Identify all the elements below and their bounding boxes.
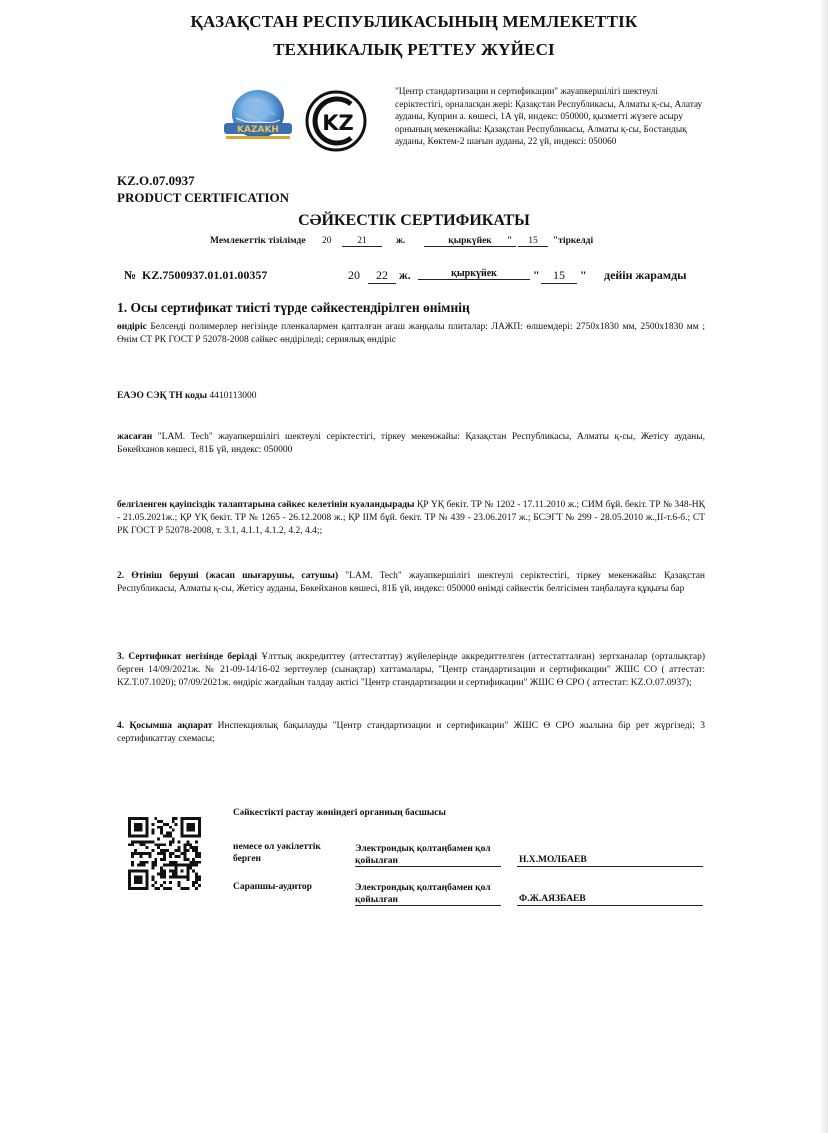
validity-quote-open: " (533, 268, 540, 282)
certificate-title: СӘЙКЕСТІК СЕРТИФИКАТЫ (298, 212, 530, 229)
registration-quote-open: " (507, 236, 513, 246)
tnved-label: ЕАЭО СЭҚ ТН коды (117, 391, 207, 401)
section-2-text: "LAM. Tech" жауапкершілігі шектеулі серіктестігі, тіркеу мекенжайы: Қазақстан Республикасы, Алматы қ-сы, Жетісу ауданы, Бөкейханов көшесі, 81Б үй, индекс: 050000 өнімді сәйкестік белгісімен таңбалауға құқығы бар (117, 571, 706, 594)
header-line-1: ҚАЗАҚСТАН РЕСПУБЛИКАСЫНЫҢ МЕМЛЕКЕТТІК (190, 12, 638, 31)
manufacturer-text: "LAM. Tech" жауапкершілігі шектеулі серіктестігі, тіркеу мекенжайы: Қазақстан Республикасы, Алматы қ-сы, Жетісу ауданы, Бөкейханов көшесі, 81Б үй, индекс: 050000 (117, 432, 706, 455)
production-label: өндіріс (117, 322, 147, 332)
registration-year-suffix: 21 (342, 236, 382, 247)
certificate-number: KZ.7500937.01.01.00357 (142, 268, 268, 282)
validity-day: 15 (541, 268, 577, 284)
signature-row-1-name-line (517, 866, 703, 867)
registration-label: Мемлекеттік тізілімде (210, 236, 306, 246)
signature-row-1-role: немесе ол уәкілеттік берген (233, 842, 321, 864)
signature-row-1-method: Электрондық қолтаңбамен қол қойылған (355, 844, 491, 866)
registration-year-prefix: 20 (322, 236, 332, 246)
signature-row-2-role: Сарапшы-аудитор (233, 882, 312, 892)
signature-row-2-line (355, 905, 501, 906)
requirements-paragraph (117, 499, 705, 538)
certification-body-info: "Центр стандартизации и сертификации" жауапкершілігі шектеулі серіктестігі, орналасқан жері: Қазақстан Республикасы, Алматы қ-сы, Алатау ауданы, Куприн а. көшесі, 1А үй, индекс: 050000, қызметті жүзеге асыру орнының мекенжайы: Қазақстан Республикасы, Алматы қ-сы, Бостандық ауданы, Көктем-2 шағын ауданы, 22 үй, индексі: 050060 (395, 87, 703, 148)
kazakh-globe-logo (220, 88, 296, 146)
section-4-label: 4. Қосымша ақпарат (117, 721, 213, 731)
signature-row-2-method: Электрондық қолтаңбамен қол қойылған (355, 883, 491, 905)
registration-year-abbr: ж. (396, 236, 406, 246)
validity-quote-close: " (580, 268, 587, 282)
signature-heading: Сәйкестікті растау жөніндегі органның басшысы (233, 808, 446, 818)
validity-month: қыркүйек (418, 268, 530, 280)
validity-year-suffix: 22 (368, 268, 396, 284)
production-paragraph (117, 321, 705, 347)
registration-day: 15 (518, 236, 548, 247)
manufacturer-label: жасаған (117, 432, 153, 442)
kc-certification-logo (305, 90, 367, 152)
section-4-paragraph (117, 720, 705, 746)
accreditation-code: KZ.O.07.0937 (117, 173, 195, 188)
validity-suffix: дейін жарамды (604, 268, 687, 282)
section-2-label: 2. Өтініш беруші (жасап шығарушы, сатушы) (117, 571, 339, 581)
certificate-number-label: № (124, 268, 137, 282)
manufacturer-paragraph (117, 431, 705, 457)
section-3-paragraph (117, 651, 705, 690)
registration-month: қыркүйек (424, 236, 516, 247)
kc-logo-text: KZ (322, 111, 354, 135)
signature-row-2-name: Ф.Ж.АЯЗБАЕВ (519, 894, 586, 904)
registration-suffix: "тіркелді (553, 236, 594, 246)
requirements-text: ҚР ҮҚ бекіт. ТР № 1202 - 17.11.2010 ж.; СИМ бұй. бекіт. ТР № 348-НҚ - 21.05.2021ж.; ҚР ҮҚ бекіт. ТР № 1265 - 26.12.2008 ж.; ҚР ІІМ бұй. бекіт. ТР № 439 - 23.06.2017 ж.; БСЭГТ № 299 - 28.05.2010 ж.,II-т.6-б.; СТ РК ГОСТ Р 52078-2008, т. 3.1, 4.1.1, 4.1.2, 4.2, 4.4;; (117, 500, 706, 536)
product-certification-label: PRODUCT CERTIFICATION (117, 190, 290, 205)
tnved-code: 4410113000 (209, 391, 257, 401)
requirements-label: белгіленген қауіпсіздік талаптарына сәйкес келетінін куәландырады (117, 500, 415, 510)
signature-row-2-name-line (517, 905, 703, 906)
validity-year-abbr: ж. (399, 268, 411, 282)
kazakh-logo-text: KAZAKH (237, 125, 279, 135)
section-1-heading: 1. Осы сертификат тиісті түрде сәйкестендірілген өнімнің (117, 300, 470, 315)
signature-row-1-line (355, 866, 501, 867)
header-line-2: ТЕХНИКАЛЫҚ РЕТТЕУ ЖҮЙЕСІ (273, 40, 555, 59)
qr-code (128, 817, 201, 890)
section-2-paragraph (117, 570, 705, 596)
section-3-text: Ұлттық аккредиттеу (аттестаттау) жүйелерінде аккредиттелген (аттестатталған) зертханалар (орталықтар) берген 14/09/2021ж. № 21-09-14/16-02 зерттеулер (сынақтар) хаттамалары, "Центр стандартизации и сертификации" ЖШС СО ( аттестат: KZ.T.07.1020); 07/09/2021ж. өндіріс жағдайын талдау актісі "Центр стандартизации и сертификации" ЖШС Ө СРО ( аттестат: KZ.O.07.0937); (117, 652, 705, 688)
signature-row-1-name: Н.Х.МОЛБАЕВ (519, 855, 587, 865)
tnved-paragraph (117, 390, 705, 403)
section-4-text: Инспекциялық бақылауды "Центр стандартизации и сертификации" ЖШС Ө СРО жылына бір рет жүргізеді; 3 сертификаттау схемасы; (117, 721, 706, 744)
production-text: Белсенді полимерлер негізінде пленкалармен қапталған ағаш жаңқалы плиталар: ЛАЖП: өлшемдері: 2750х1830 мм, 2500х1830 мм ; Өнім СТ РК ГОСТ Р 52078-2008 сәйкес өндіріледі; сериялық өндіріс (117, 322, 706, 345)
section-3-label: 3. Сертификат негізінде берілді (117, 652, 257, 662)
page-edge-shadow (820, 0, 828, 1133)
validity-year-prefix: 20 (348, 268, 360, 282)
